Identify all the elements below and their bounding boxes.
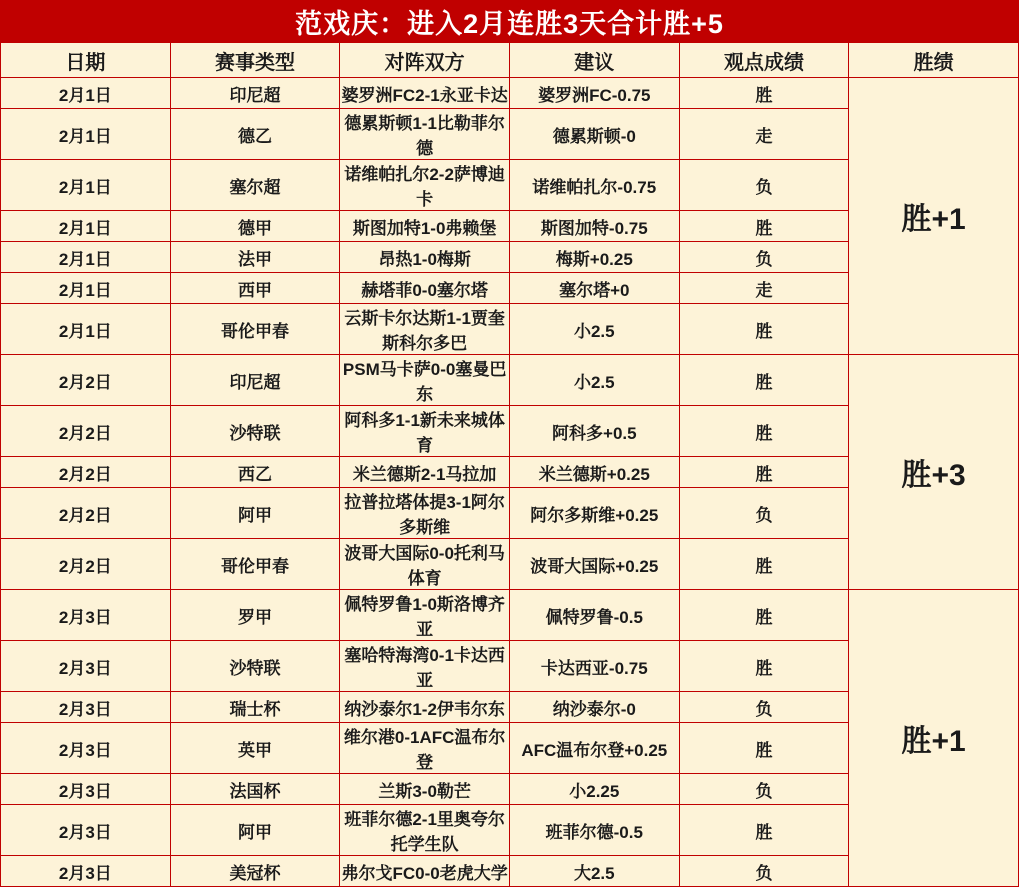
cell-league-type: 德甲 <box>170 211 340 242</box>
cell-match: 斯图加特1-0弗赖堡 <box>340 211 510 242</box>
cell-advice: 佩特罗鲁-0.5 <box>509 590 679 641</box>
cell-advice: 婆罗洲FC-0.75 <box>509 78 679 109</box>
cell-streak: 胜+1 <box>849 590 1019 887</box>
column-header-date: 日期 <box>1 43 171 78</box>
cell-league-type: 罗甲 <box>170 590 340 641</box>
cell-league-type: 法国杯 <box>170 774 340 805</box>
cell-match: 班菲尔德2-1里奥夸尔托学生队 <box>340 805 510 856</box>
cell-streak: 胜+3 <box>849 355 1019 590</box>
cell-result: 负 <box>679 692 849 723</box>
cell-result: 胜 <box>679 355 849 406</box>
cell-result: 胜 <box>679 78 849 109</box>
cell-match: 佩特罗鲁1-0斯洛博齐亚 <box>340 590 510 641</box>
cell-date: 2月2日 <box>1 539 171 590</box>
cell-result: 胜 <box>679 641 849 692</box>
cell-advice: 塞尔塔+0 <box>509 273 679 304</box>
cell-match: 弗尔戈FC0-0老虎大学 <box>340 856 510 887</box>
cell-match: 德累斯顿1-1比勒菲尔德 <box>340 109 510 160</box>
cell-advice: 德累斯顿-0 <box>509 109 679 160</box>
cell-league-type: 阿甲 <box>170 488 340 539</box>
cell-match: 波哥大国际0-0托利马体育 <box>340 539 510 590</box>
cell-match: 诺维帕扎尔2-2萨博迪卡 <box>340 160 510 211</box>
cell-league-type: 塞尔超 <box>170 160 340 211</box>
column-header-match: 对阵双方 <box>340 43 510 78</box>
cell-advice: 小2.5 <box>509 304 679 355</box>
cell-result: 胜 <box>679 211 849 242</box>
cell-league-type: 西乙 <box>170 457 340 488</box>
cell-date: 2月3日 <box>1 590 171 641</box>
column-header-advice: 建议 <box>509 43 679 78</box>
cell-match: 兰斯3-0勒芒 <box>340 774 510 805</box>
cell-league-type: 哥伦甲春 <box>170 539 340 590</box>
cell-date: 2月3日 <box>1 774 171 805</box>
table-row <box>1 78 1019 109</box>
cell-advice: 小2.5 <box>509 355 679 406</box>
cell-league-type: 瑞士杯 <box>170 692 340 723</box>
cell-advice: 阿尔多斯维+0.25 <box>509 488 679 539</box>
cell-date: 2月1日 <box>1 160 171 211</box>
cell-date: 2月2日 <box>1 457 171 488</box>
cell-advice: 米兰德斯+0.25 <box>509 457 679 488</box>
cell-match: 阿科多1-1新未来城体育 <box>340 406 510 457</box>
header-row <box>1 43 1019 78</box>
cell-date: 2月1日 <box>1 109 171 160</box>
cell-date: 2月2日 <box>1 488 171 539</box>
cell-date: 2月3日 <box>1 692 171 723</box>
page-title-text: 范戏庆：进入2月连胜3天合计胜+5 <box>295 8 724 39</box>
cell-match: 婆罗洲FC2-1永亚卡达 <box>340 78 510 109</box>
cell-result: 胜 <box>679 304 849 355</box>
cell-advice: 纳沙泰尔-0 <box>509 692 679 723</box>
cell-date: 2月3日 <box>1 856 171 887</box>
cell-match: 昂热1-0梅斯 <box>340 242 510 273</box>
cell-result: 胜 <box>679 805 849 856</box>
cell-league-type: 德乙 <box>170 109 340 160</box>
cell-advice: AFC温布尔登+0.25 <box>509 723 679 774</box>
cell-match: 赫塔菲0-0塞尔塔 <box>340 273 510 304</box>
column-header-type: 赛事类型 <box>170 43 340 78</box>
cell-league-type: 西甲 <box>170 273 340 304</box>
cell-result: 负 <box>679 242 849 273</box>
cell-result: 走 <box>679 273 849 304</box>
cell-advice: 阿科多+0.5 <box>509 406 679 457</box>
cell-result: 负 <box>679 160 849 211</box>
cell-match: 拉普拉塔体提3-1阿尔多斯维 <box>340 488 510 539</box>
cell-league-type: 美冠杯 <box>170 856 340 887</box>
table-header <box>1 43 1019 78</box>
cell-match: 米兰德斯2-1马拉加 <box>340 457 510 488</box>
cell-date: 2月2日 <box>1 355 171 406</box>
cell-advice: 大2.5 <box>509 856 679 887</box>
cell-result: 胜 <box>679 457 849 488</box>
cell-advice: 波哥大国际+0.25 <box>509 539 679 590</box>
cell-advice: 斯图加特-0.75 <box>509 211 679 242</box>
cell-date: 2月1日 <box>1 304 171 355</box>
records-table <box>0 42 1019 887</box>
cell-date: 2月1日 <box>1 211 171 242</box>
cell-match: 云斯卡尔达斯1-1贾奎斯科尔多巴 <box>340 304 510 355</box>
cell-match: 塞哈特海湾0-1卡达西亚 <box>340 641 510 692</box>
cell-advice: 小2.25 <box>509 774 679 805</box>
cell-date: 2月1日 <box>1 273 171 304</box>
table-body <box>1 78 1019 887</box>
table-row <box>1 590 1019 641</box>
cell-league-type: 印尼超 <box>170 355 340 406</box>
column-header-streak: 胜绩 <box>849 43 1019 78</box>
cell-result: 胜 <box>679 723 849 774</box>
cell-match: 纳沙泰尔1-2伊韦尔东 <box>340 692 510 723</box>
cell-result: 负 <box>679 856 849 887</box>
cell-result: 走 <box>679 109 849 160</box>
cell-league-type: 印尼超 <box>170 78 340 109</box>
cell-advice: 班菲尔德-0.5 <box>509 805 679 856</box>
cell-date: 2月3日 <box>1 641 171 692</box>
cell-league-type: 哥伦甲春 <box>170 304 340 355</box>
cell-match: 维尔港0-1AFC温布尔登 <box>340 723 510 774</box>
cell-date: 2月1日 <box>1 242 171 273</box>
cell-result: 负 <box>679 488 849 539</box>
cell-advice: 梅斯+0.25 <box>509 242 679 273</box>
cell-advice: 诺维帕扎尔-0.75 <box>509 160 679 211</box>
cell-match: PSM马卡萨0-0塞曼巴东 <box>340 355 510 406</box>
cell-date: 2月2日 <box>1 406 171 457</box>
page-title <box>0 0 1019 42</box>
cell-league-type: 英甲 <box>170 723 340 774</box>
cell-result: 胜 <box>679 406 849 457</box>
column-header-result: 观点成绩 <box>679 43 849 78</box>
cell-league-type: 沙特联 <box>170 641 340 692</box>
cell-date: 2月3日 <box>1 805 171 856</box>
cell-date: 2月3日 <box>1 723 171 774</box>
cell-result: 胜 <box>679 539 849 590</box>
cell-result: 负 <box>679 774 849 805</box>
cell-date: 2月1日 <box>1 78 171 109</box>
cell-league-type: 阿甲 <box>170 805 340 856</box>
cell-league-type: 沙特联 <box>170 406 340 457</box>
cell-league-type: 法甲 <box>170 242 340 273</box>
cell-streak: 胜+1 <box>849 78 1019 355</box>
table-row <box>1 355 1019 406</box>
cell-advice: 卡达西亚-0.75 <box>509 641 679 692</box>
cell-result: 胜 <box>679 590 849 641</box>
